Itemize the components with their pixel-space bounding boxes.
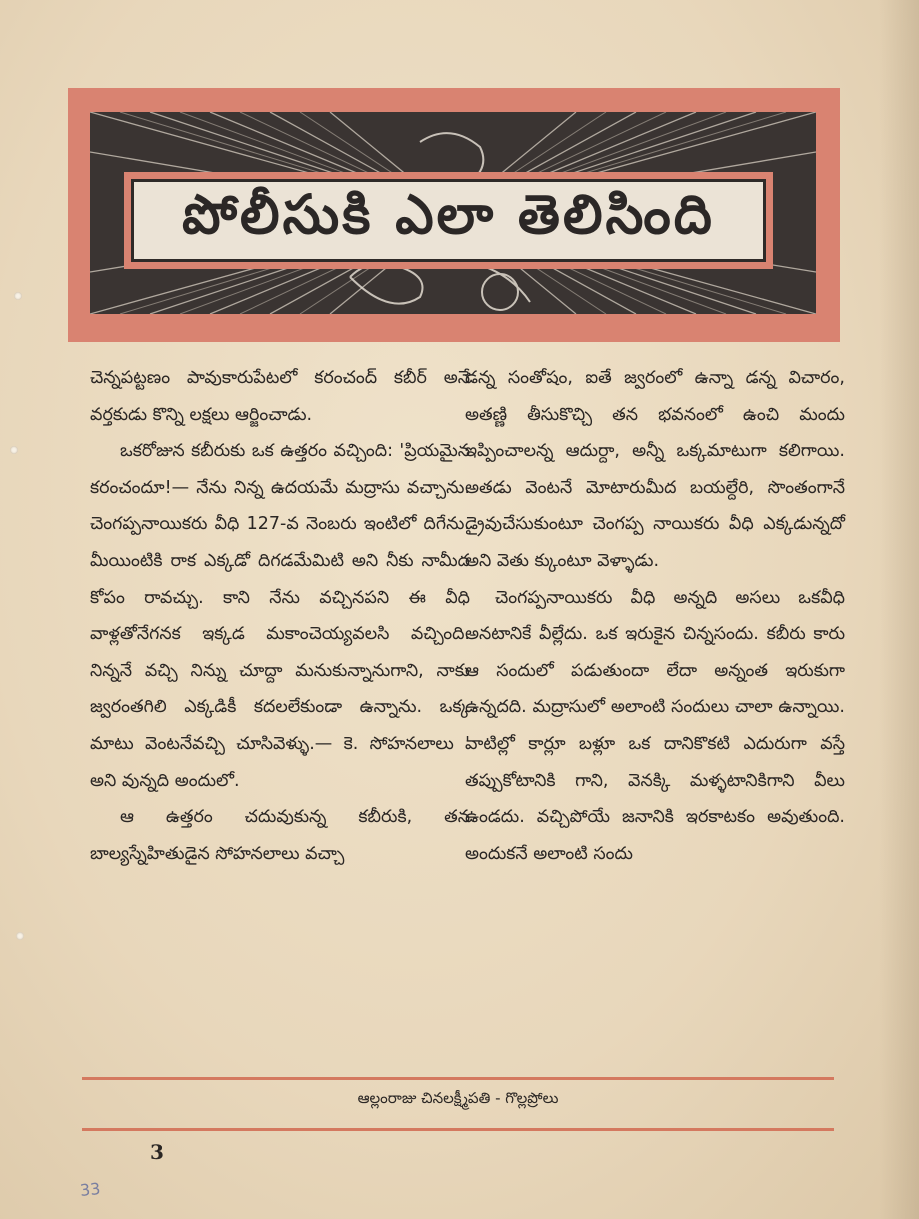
paragraph: డన్న సంతోషం, ఐతే జ్వరంలో ఉన్నా డన్న విచారం, అతణ్ణి తీసుకొచ్చి తన భవనంలో ఉంచి మందు ఇప్పించాలన్న ఆదుర్దా, అన్నీ ఒక్కమాటుగా కలిగాయి. అతడు వెంటనే మోటారుమీద బయల్దేరి, సొంతంగానే డ్రైవుచేసుకుంటూ చెంగప్ప నాయికరు వీధి ఎక్కడున్నదో అని వెతు క్కుంటూ వెళ్ళాడు.	[465, 368, 845, 571]
story-title: పోలీసుకి ఎలా తెలిసింది	[182, 181, 715, 246]
paragraph: చెన్నపట్టణం పావుకారుపేటలో కరంచంద్ కబీర్ అనే వర్తకుడు కొన్ని లక్షలు ఆర్జించాడు.	[90, 368, 470, 425]
handwritten-note: 33	[79, 1178, 102, 1201]
paragraph: చెంగప్పనాయికరు వీధి అన్నది అసలు ఒకవీధి అనటానికే వీల్లేదు. ఒక ఇరుకైన చిన్నసందు. కబీరు కారు ఆ సందులో పడుతుందా లేదా అన్నంత ఇరుకుగా ఉన్నదది. మద్రాసులో అలాంటి సందులు చాలా ఉన్నాయి. వాటిల్లో కార్లూ బళ్లూ ఒక దానికొకటి ఎదురుగా వస్తే తప్పుకోటానికి గాని, వెనక్కి మళ్ళటానికిగాని వీలు ఉండదు. వచ్చిపోయే జనానికి ఇరకాటకం అవుతుంది. అందుకనే అలాంటి సందు	[465, 587, 845, 864]
paragraph: ఆ ఉత్తరం చదువుకున్న కబీరుకి, తన బాల్యస్నేహితుడైన సోహనలాలు వచ్చా	[90, 807, 470, 864]
left-text-column	[90, 360, 470, 872]
binding-hole	[16, 932, 24, 940]
paragraph: ఒకరోజున కబీరుకు ఒక ఉత్తరం వచ్చింది: 'ప్రియమైన కరంచందూ!— నేను నిన్న ఉదయమే మద్రాసు వచ్చాను. చెంగప్పనాయికరు వీధి 127-వ నెంబరు ఇంటిలో దిగేను. మీయింటికి రాక ఎక్కడో దిగడమేమిటి అని నీకు నామీద కోపం రావచ్చు. కాని నేను వచ్చినపని ఈ వీధి వాళ్లతోనేగనక ఇక్కడ మకాంచెయ్యవలసి వచ్చింది. నిన్ననే వచ్చి నిన్ను చూద్దా మనుకున్నానుగాని, నాకు జ్వరంతగిలి ఎక్కడికీ కదలలేకుండా ఉన్నాను. ఒక్క మాటు వెంటనేవచ్చి చూసివెళ్ళు.— కె. సోహనలాలు ' అని వున్నది అందులో.	[90, 441, 470, 791]
title-plate-inner	[131, 179, 766, 262]
page-edge-shadow	[879, 0, 919, 1219]
binding-hole	[10, 446, 18, 454]
divider-line	[82, 1128, 834, 1131]
title-plate	[124, 172, 773, 269]
binding-hole	[14, 292, 22, 300]
divider-line	[82, 1077, 834, 1080]
right-text-column	[465, 360, 845, 872]
author-credit: ఆల్లంరాజు చినలక్ష్మీపతి - గొల్లప్రోలు	[357, 1089, 559, 1107]
page-number: 3	[150, 1140, 164, 1164]
